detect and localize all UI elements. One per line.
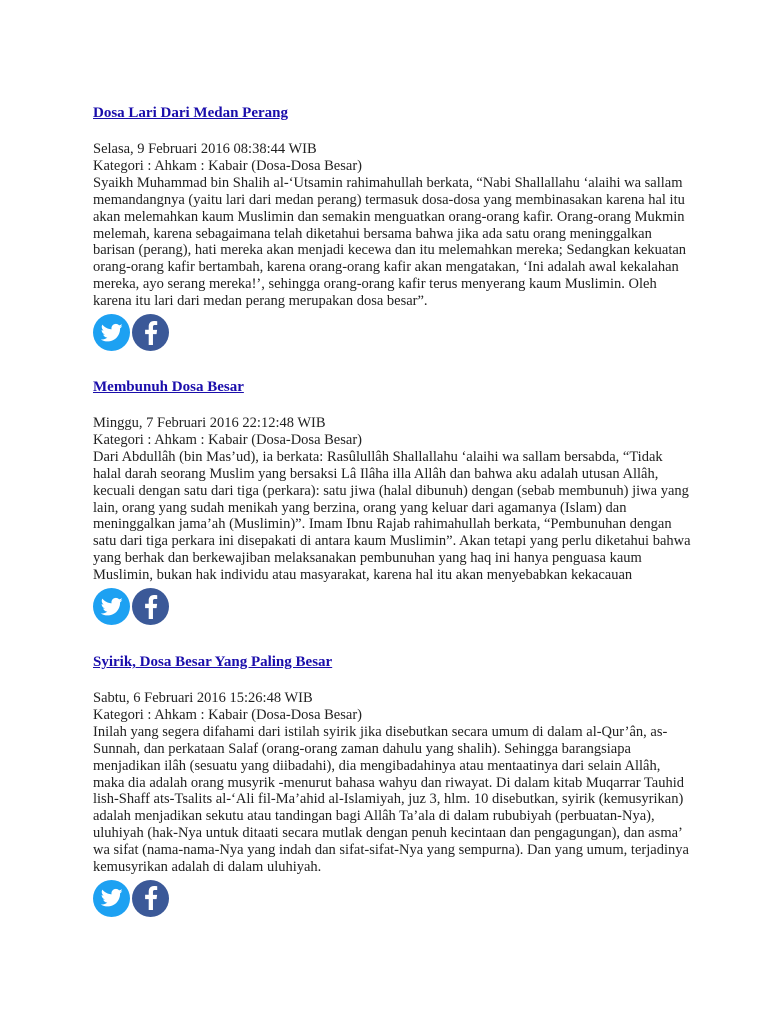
article-title-link[interactable]: Membunuh Dosa Besar [93,379,244,395]
facebook-share-button[interactable] [132,880,169,917]
article-category: Kategori : Ahkam : Kabair (Dosa-Dosa Besar) [93,431,362,448]
article-date: Sabtu, 6 Februari 2016 15:26:48 WIB [93,690,313,706]
twitter-bird-icon [101,323,123,343]
twitter-bird-icon [101,597,123,617]
article-title-link[interactable]: Dosa Lari Dari Medan Perang [93,105,288,121]
share-buttons [93,880,693,918]
article-1 [93,104,693,352]
article-3 [93,653,693,918]
article-body: Inilah yang segera difahami dari istilah syirik jika disebutkan secara umum di dalam al-Qur’ân, as-Sunnah, dan perkataan Salaf (orang-orang zaman dahulu yang shalih). Sehingga barangsiapa menjadikan ilâh (sesuatu yang diibadahi), dia mengibadahinya atau mentaatinya dari selain Allâh, maka dia adalah orang musyrik -menurut bahasa wahyu dan riwayat. Di dalam kitab Muqarrar Tauhid lish-Shaff ats-Tsalits al-‘Ali fil-Ma’ahid al-Islamiyah, juz 3, hlm. 10 disebutkan, syirik (kemusyrikan) adalah menjadikan sekutu atau tandingan bagi Allâh Ta’ala di dalam rububiyah (perbuatan-Nya), uluhiyah (hak-Nya untuk ditaati secara mutlak dengan penuh kecintaan dan pengagungan), dan asma’ wa sifat (nama-nama-Nya yang indah dan sifat-sifat-Nya yang sempurna). Dan yang umum, terjadinya kemusyrikan adalah di dalam uluhiyah. [93,723,689,876]
twitter-share-button[interactable] [93,588,130,625]
article-date: Selasa, 9 Februari 2016 08:38:44 WIB [93,141,317,157]
article-title-link[interactable]: Syirik, Dosa Besar Yang Paling Besar [93,654,333,670]
article-body: Dari Abdullâh (bin Mas’ud), ia berkata: Rasûlullâh Shallallahu ‘alaihi wa sallam bersabda, “Tidak halal darah seorang Muslim yang bersaksi Lâ Ilâha illa Allâh dan bahwa aku adalah utusan Allâh, kecuali dengan satu dari tiga (perkara): satu jiwa (halal dibunuh) dengan (sebab membunuh) jiwa yang lain, orang yang sudah menikah yang berzina, orang yang keluar dari agamanya (Islam) dan meninggalkan jama’ah (Muslimin)”. Imam Ibnu Rajab rahimahullah berkata, “Pembunuhan dengan satu dari tiga perkara ini disepakati di antara kaum Muslimin”. Akan tetapi yang perlu diketahui bahwa yang berhak dan berkewajiban melaksanakan pembunuhan yang haq ini hanya penguasa kaum Muslimin, bukan hak individu atau masyarakat, karena hal itu akan menyebabkan kekacauan [93,448,691,584]
facebook-share-button[interactable] [132,588,169,625]
share-buttons [93,588,693,626]
article-body: Syaikh Muhammad bin Shalih al-‘Utsamin rahimahullah berkata, “Nabi Shallallahu ‘alaihi wa sallam memandangnya (yaitu lari dari medan perang) termasuk dosa-dosa yang membinasakan karena hal itu akan melemahkan kaum Muslimin dan semakin menguatkan orang-orang kafir. Orang-orang Mukmin melemah, karena sebagaimana telah diketahui bersama bahwa jika ada satu orang meninggalkan barisan (perang), hati mereka akan menjadi kecewa dan itu melemahkan mereka; Sedangkan kekuatan orang-orang kafir bertambah, karena orang-orang kafir akan mengatakan, ‘Ini adalah awal kekalahan mereka, ayo serang mereka!’, sehingga orang-orang kafir terus menyerang kaum Muslimin. Oleh karena itu lari dari medan perang merupakan dosa besar”. [93,174,687,310]
article-date: Minggu, 7 Februari 2016 22:12:48 WIB [93,415,326,431]
twitter-bird-icon [101,888,123,908]
share-buttons [93,314,693,352]
twitter-share-button[interactable] [93,314,130,351]
facebook-share-button[interactable] [132,314,169,351]
twitter-share-button[interactable] [93,880,130,917]
article-category: Kategori : Ahkam : Kabair (Dosa-Dosa Besar) [93,157,362,174]
article-2 [93,378,693,626]
facebook-f-icon [144,595,158,619]
article-category: Kategori : Ahkam : Kabair (Dosa-Dosa Besar) [93,706,362,723]
facebook-f-icon [144,886,158,910]
facebook-f-icon [144,321,158,345]
